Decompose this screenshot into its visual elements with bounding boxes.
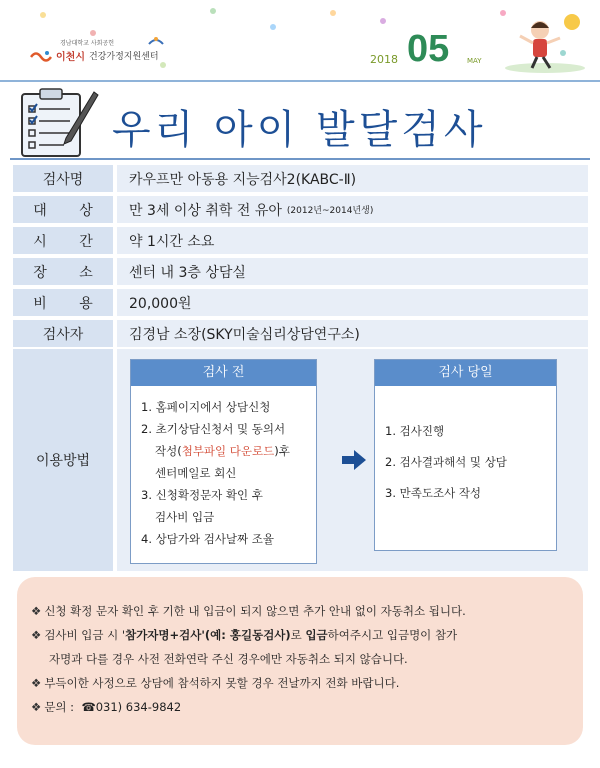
info-value	[117, 165, 588, 192]
info-value-text: 약 1시간 소요	[129, 233, 215, 250]
bullet-icon: ❖	[31, 676, 42, 690]
bullet-icon: ❖	[31, 628, 42, 642]
notice-line: ❖ 부득이한 사정으로 상담에 참석하지 못할 경우 전날까지 전화 바랍니다.	[31, 676, 400, 690]
test-day-box	[374, 359, 557, 551]
info-label-text: 시 간	[33, 233, 107, 250]
step-item: 1. 홈페이지에서 상담신청	[141, 400, 271, 414]
info-value-text: 카우프만 아동용 지능검사2(KABC-Ⅱ)	[129, 171, 357, 188]
step-item: 3. 만족도조사 작성	[385, 486, 482, 500]
info-label: 검사자	[13, 320, 113, 347]
info-label	[13, 289, 113, 316]
info-row-place	[13, 258, 588, 285]
confetti-dot	[90, 30, 96, 36]
confetti-dot	[160, 62, 166, 68]
logo-center: 건강가정지원센터	[88, 52, 159, 62]
info-label	[13, 227, 113, 254]
notice-line: 자명과 다를 경우 사전 전화연락 주신 경우에만 자동취소 되지 않습니다.	[49, 652, 408, 666]
info-value-text: 만 3세 이상 취학 전 유아	[129, 202, 282, 219]
step-item: 1. 검사진행	[385, 424, 445, 438]
info-value	[117, 320, 588, 347]
method-content	[117, 349, 588, 571]
confetti-dot	[330, 10, 336, 16]
date-month-name: MAY	[467, 57, 482, 65]
attachment-download-link[interactable]: 첨부파일 다운로드	[181, 444, 275, 458]
clipboard-checklist-icon	[18, 86, 100, 158]
info-label: 검사명	[13, 165, 113, 192]
info-value	[117, 227, 588, 254]
info-row-time	[13, 227, 588, 254]
confetti-dot	[270, 24, 276, 30]
page-title: 우리 아이 발달검사	[112, 107, 487, 153]
info-value-text: 김경남 소장(SKY미술심리상담연구소)	[129, 326, 360, 343]
before-test-box	[130, 359, 317, 564]
method-label: 이용방법	[13, 349, 113, 571]
info-value-text: 20,000원	[129, 295, 192, 312]
info-value-note: (2012년~2014년생)	[286, 206, 374, 216]
info-label	[13, 196, 113, 223]
info-row-examiner	[13, 320, 588, 347]
test-day-title: 검사 당일	[375, 360, 556, 386]
info-label-text: 장 소	[33, 264, 107, 281]
step-item: 2. 검사결과해석 및 상담	[385, 455, 507, 469]
bullet-icon: ❖	[31, 604, 42, 618]
info-row-test-name	[13, 165, 588, 192]
step-item: 3. 신청확정문자 확인 후	[141, 488, 263, 502]
step-item: 센터메일로 회신	[155, 466, 237, 480]
step-item: 검사비 입금	[155, 510, 215, 524]
phone-number[interactable]: 031) 634-9842	[95, 700, 182, 714]
test-day-steps	[375, 386, 556, 509]
confetti-dot	[40, 12, 46, 18]
notice-box	[17, 577, 583, 745]
before-test-steps	[131, 386, 316, 550]
step-item: 2. 초기상담신청서 및 동의서	[141, 422, 286, 436]
usage-method-row	[13, 349, 588, 571]
info-label-text: 대 상	[33, 202, 107, 219]
step-item: 작성(첨부파일 다운로드)후	[155, 444, 290, 458]
city-logo-icon	[30, 49, 52, 63]
title-area	[0, 82, 600, 162]
confetti-dot	[380, 18, 386, 24]
arrow-right-icon	[341, 449, 367, 471]
notice-line: ❖ 문의 : ☎031) 634-9842	[31, 700, 182, 714]
info-value-text: 센터 내 3층 상담실	[129, 264, 246, 281]
confetti-dot	[210, 8, 216, 14]
org-small-text: 경남대학교 사회공헌	[60, 40, 115, 47]
header	[0, 0, 600, 82]
logo-city: 이천시	[56, 52, 85, 63]
info-label-text: 비 용	[33, 295, 107, 312]
org-emblem-icon	[148, 34, 164, 48]
child-illustration-icon	[500, 8, 590, 78]
step-item: 4. 상담가와 검사날짜 조율	[141, 532, 275, 546]
phone-icon: ☎	[81, 700, 96, 714]
date-month: 05	[407, 28, 450, 70]
before-test-title: 검사 전	[131, 360, 316, 386]
date-year: 2018	[370, 53, 398, 66]
notice-line: ❖ 검사비 입금 시 '참가자명+검사'(예: 홍길동검사)로 입금하여주시고 입금명이 참가	[31, 628, 458, 642]
title-divider	[10, 158, 590, 160]
center-logo	[30, 48, 159, 63]
info-value	[117, 258, 588, 285]
info-table	[13, 165, 588, 351]
info-value	[117, 289, 588, 316]
info-label	[13, 258, 113, 285]
info-value	[117, 196, 588, 223]
info-row-cost	[13, 289, 588, 316]
info-row-target	[13, 196, 588, 223]
notice-line: ❖ 신청 확정 문자 확인 후 기한 내 입금이 되지 않으면 추가 안내 없이 자동취소 됩니다.	[31, 604, 466, 618]
bullet-icon: ❖	[31, 700, 42, 714]
